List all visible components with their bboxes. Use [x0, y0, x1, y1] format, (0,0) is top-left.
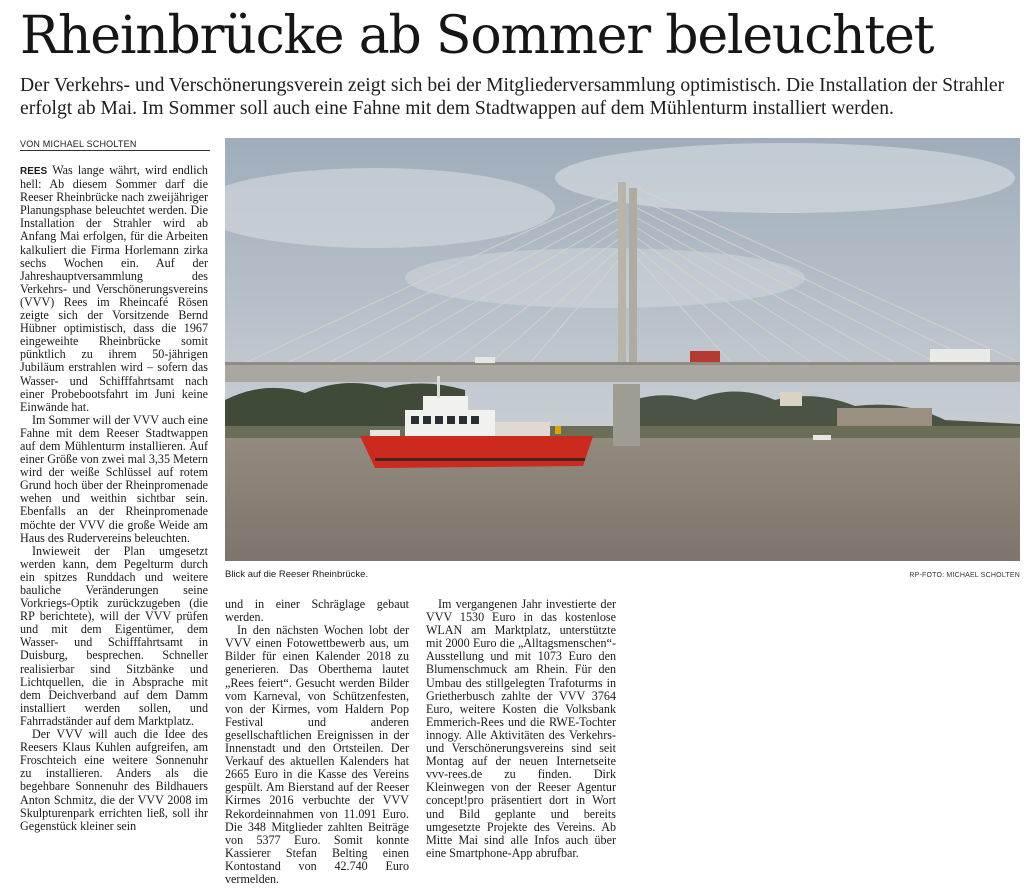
dateline: REES	[20, 166, 48, 177]
paragraph: Im vergangenen Jahr investierte der VVV 1530 Euro in das kostenlose WLAN am Marktplatz, unterstützte mit 2000 Euro die „Alltagsmenschen“-Ausstellung und mit 1073 Euro den Blumenschmuck am Rhein. Für den Umbau des stillgelegten Trafoturms in Grietherbusch zahlte der VVV 3764 Euro, weitere Kosten die Volksbank Emmerich-Rees und die RWE-Tochter innogy. Alle Aktivitäten des Verkehrs- und Verschönerungsvereins sind seit Montag auf der neuen Internetseite vvv-rees.de zu finden. Dirk Kleinwegen von der Reeser Agentur concept!pro präsentiert dort in Wort und Bild geplante und bereits umgesetzte Projekte des Vereins. Ab Mitte Mai sind alle Infos auch über eine Smartphone-App abrufbar.	[426, 597, 616, 860]
paragraph: Im Sommer will der VVV auch eine Fahne mit dem Reeser Stadtwappen auf dem Mühlenturm installieren. Auf einer Größe von zwei mal 3,35 Metern wird der weiße Schlüssel auf rotem Grund hoch über der Rheinpromenade wehen und weithin sichtbar sein. Ebenfalls an der Rheinpromenade möchte der VVV die große Weide am Haus des Rudervereins beleuchten.	[20, 412, 208, 545]
truck	[690, 351, 720, 362]
paragraph-text: Was lange währt, wird endlich hell: Ab diesem Sommer darf die Reeser Rheinbrücke nach zweijähriger Planungsphase beleuchtet werden. Die Installation der Strahler wird ab Anfang Mai erfolgen, für die Arbeiten kalkuliert die Firma Horlemann zirka sechs Wochen ein. Auf der Jahreshauptversammlung des Verkehrs- und Verschönerungsvereins (VVV) Rees im Rheincafé Rösen zeigte sich der Vorsitzende Bernd Hübner optimistisch, dass die 1967 eingeweihte Rheinbrücke somit pünktlich zu ihrem 50-jährigen Jubiläum erstrahlen wird – sofern das Wasser- und Schifffahrtsamt nach einer Probebootsfahrt im Juni keine Einwände hat.	[20, 163, 208, 414]
article-column-3	[426, 598, 616, 860]
paragraph: Inwieweit der Plan umgesetzt werden kann, dem Pegelturm durch ein spitzes Runddach und weitere bauliche Veränderungen seine Vorkriegs-Optik zurückzugeben (die RP berichtete), will der VVV prüfen und mit dem Eigentümer, dem Wasser- und Schifffahrtsamt in Duisburg, besprechen. Schneller realisierbar sind Sitzbänke und Lichtquellen, die in Absprache mit dem Deichverband auf dem Damm installiert werden sollen, und Fahrradständer auf dem Marktplatz.	[20, 543, 208, 728]
bridge-photo-illustration	[225, 138, 1020, 561]
bridge-photo	[225, 138, 1020, 561]
bridge-deck	[225, 364, 1020, 382]
photo-caption: Blick auf die Reeser Rheinbrücke.	[225, 569, 369, 580]
town-building	[780, 392, 802, 406]
truck	[930, 349, 990, 362]
article-column-2	[225, 598, 409, 886]
bridge-pier	[613, 384, 640, 446]
bridge-pylon	[618, 182, 626, 382]
photo-credit: RP-FOTO: MICHAEL SCHOLTEN	[909, 572, 1020, 579]
paragraph: und in einer Schräglage gebaut werden.	[225, 597, 409, 625]
paragraph: In den nächsten Wochen lobt der VVV einen Fotowettbewerb aus, um Bilder für einen Kalender 2018 zu generieren. Das Oberthema lautet „Rees feiert“. Gesucht werden Bilder vom Karneval, von Schützenfesten, von der Kirmes, vom Haldern Pop Festival und anderen gesellschaftlichen Ereignissen in der Innenstadt und den Ortsteilen. Der Verkauf des aktuellen Kalenders hat 2665 Euro in die Kasse des Vereins gespült. Am Bierstand auf der Reeser Kirmes 2016 verbuchte der VVV Rekordeinnahmen von 11.091 Euro. Die 348 Mitglieder zahlten Beiträge von 5377 Euro. Somit konnte Kassierer Stefan Belting einen Kontostand von 42.740 Euro vermelden.	[225, 623, 409, 886]
paragraph	[20, 164, 208, 414]
headline: Rheinbrücke ab Sommer beleuchtet	[20, 6, 934, 66]
lead-paragraph: Der Verkehrs- und Verschönerungsverein zeigt sich bei der Mitgliederversammlung optimistisch. Die Installation der Strahler erfolgt ab Mai. Im Sommer soll auch eine Fahne mit dem Stadtwappen auf dem Mühlenturm installiert werden.	[20, 75, 1005, 119]
article-column-1	[20, 164, 208, 833]
paragraph: Der VVV will auch die Idee des Reesers Klaus Kuhlen aufgreifen, am Froschteich eine weitere Sonnenuhr zu installieren. Anders als die begehbare Sonnenuhr des Bildhauers Anton Schmitz, die der VVV 2008 im Skulpturenpark errichten ließ, soll ihr Gegenstück kleiner sein	[20, 727, 208, 833]
byline: VON MICHAEL SCHOLTEN	[20, 139, 210, 151]
